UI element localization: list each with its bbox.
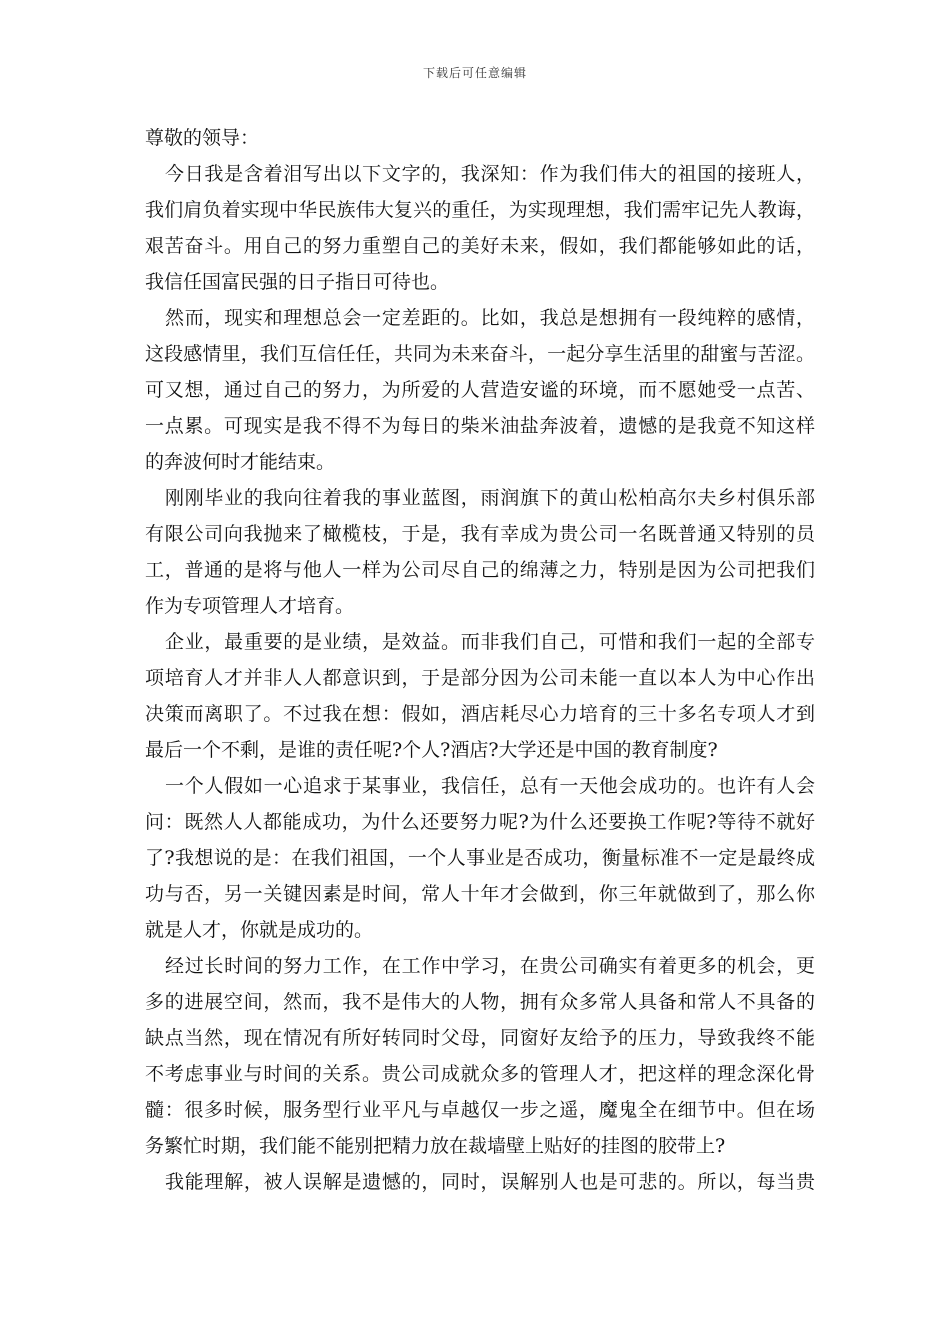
paragraph-line: 问：既然人人都能成功，为什么还要努力呢?为什么还要换工作呢?等待不就好 <box>145 811 815 833</box>
paragraph-line: 我们肩负着实现中华民族伟大复兴的重任，为实现理想，我们需牢记先人教诲， <box>145 199 815 221</box>
paragraph-line: 企业，最重要的是业绩，是效益。而非我们自己，可惜和我们一起的全部专 <box>165 631 815 653</box>
paragraph-line: 务繁忙时期，我们能不能别把精力放在裁墙壁上贴好的挂图的胶带上? <box>145 1135 726 1157</box>
paragraph-line: 多的进展空间，然而，我不是伟大的人物，拥有众多常人具备和常人不具备的 <box>145 991 815 1013</box>
paragraph <box>145 480 815 624</box>
salutation: 尊敬的领导： <box>145 127 260 149</box>
paragraph-line: 一个人假如一心追求于某事业，我信任，总有一天他会成功的。也许有人会 <box>165 775 815 797</box>
paragraph-line: 最后一个不剩，是谁的责任呢?个人?酒店?大学还是中国的教育制度? <box>145 739 718 761</box>
paragraph <box>145 1164 815 1200</box>
paragraph-line: 一点累。可现实是我不得不为每日的柴米油盐奔波着，遗憾的是我竟不知这样 <box>145 415 815 437</box>
paragraph <box>145 768 815 948</box>
paragraph-line: 项培育人才并非人人都意识到，于是部分因为公司未能一直以本人为中心作出 <box>145 667 815 689</box>
paragraph-line: 决策而离职了。不过我在想：假如，酒店耗尽心力培育的三十多名专项人才到 <box>145 703 815 725</box>
paragraph-line: 今日我是含着泪写出以下文字的，我深知：作为我们伟大的祖国的接班人， <box>165 163 815 185</box>
paragraph-line: 我信任国富民强的日子指日可待也。 <box>145 271 450 293</box>
paragraph-line: 我能理解，被人误解是遗憾的，同时，误解别人也是可悲的。所以，每当贵 <box>165 1171 815 1193</box>
paragraph-line: 可又想，通过自己的努力，为所爱的人营造安谧的环境，而不愿她受一点苦、 <box>145 379 815 401</box>
paragraph-line: 工，普通的是将与他人一样为公司尽自己的绵薄之力，特别是因为公司把我们 <box>145 559 815 581</box>
paragraph-line: 然而，现实和理想总会一定差距的。比如，我总是想拥有一段纯粹的感情， <box>165 307 815 329</box>
header-note: 下载后可任意编辑 <box>422 66 527 80</box>
paragraph-line: 髓：很多时候，服务型行业平凡与卓越仅一步之遥，魔鬼全在细节中。但在场 <box>145 1099 815 1121</box>
paragraph-line: 这段感情里，我们互信任任，共同为未来奋斗，一起分享生活里的甜蜜与苦涩。 <box>145 343 815 365</box>
paragraph-line: 缺点当然，现在情况有所好转同时父母，同窗好友给予的压力，导致我终不能 <box>145 1027 815 1049</box>
paragraph <box>145 156 815 300</box>
paragraph-line: 了?我想说的是：在我们祖国，一个人事业是否成功，衡量标准不一定是最终成 <box>145 847 815 869</box>
paragraph-line: 有限公司向我抛来了橄榄枝，于是，我有幸成为贵公司一名既普通又特别的员 <box>145 523 815 545</box>
paragraph-line: 刚刚毕业的我向往着我的事业蓝图，雨润旗下的黄山松柏高尔夫乡村俱乐部 <box>165 487 815 509</box>
paragraph-line: 不考虑事业与时间的关系。贵公司成就众多的管理人才，把这样的理念深化骨 <box>145 1063 815 1085</box>
paragraph-line: 艰苦奋斗。用自己的努力重塑自己的美好未来，假如，我们都能够如此的话， <box>145 235 815 257</box>
letter-body <box>145 120 815 1200</box>
paragraph <box>145 300 815 480</box>
paragraph-line: 作为专项管理人才培育。 <box>145 595 355 617</box>
paragraph-line: 经过长时间的努力工作，在工作中学习，在贵公司确实有着更多的机会，更 <box>165 955 815 977</box>
paragraph <box>145 624 815 768</box>
paragraph-line: 功与否，另一关键因素是时间，常人十年才会做到，你三年就做到了，那么你 <box>145 883 815 905</box>
paragraph-line: 的奔波何时才能结束。 <box>145 451 336 473</box>
paragraph-line: 就是人才，你就是成功的。 <box>145 919 374 941</box>
paragraph <box>145 948 815 1164</box>
